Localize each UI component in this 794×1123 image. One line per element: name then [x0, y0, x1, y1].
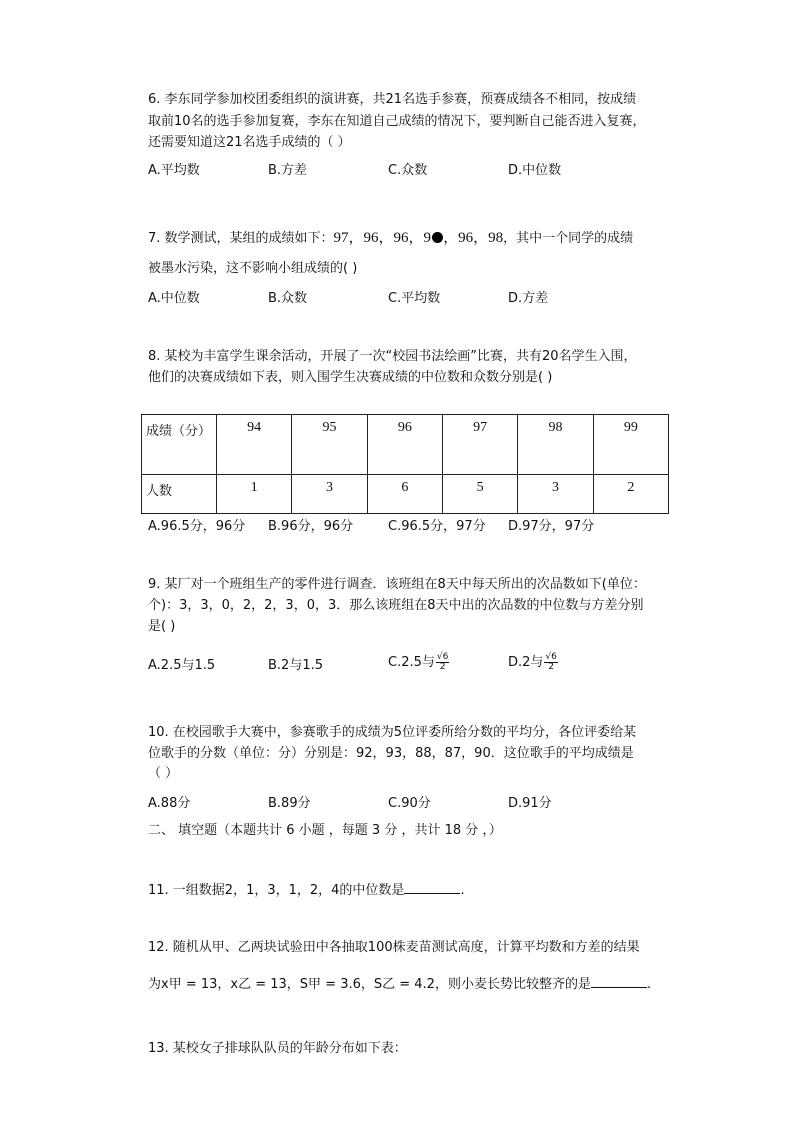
table-cell: 5 [442, 475, 517, 514]
table-cell: 95 [292, 415, 367, 475]
q7-prefix: 7. 数学测试，某组的成绩如下： [148, 231, 334, 246]
q9-option-b[interactable]: B.2与1.5 [268, 658, 323, 673]
score-table [141, 414, 669, 514]
q8-option-b[interactable]: B.96分，96分 [268, 519, 354, 534]
q7-option-b[interactable]: B.众数 [268, 291, 308, 306]
sqrt-icon: √ [436, 652, 443, 662]
table-cell: 3 [292, 475, 367, 514]
table-row-counts [142, 475, 669, 514]
q7-scores-tail: ，96，98 [443, 230, 504, 246]
q10-line-1: 10. 在校园歌手大赛中，参赛歌手的成绩为5位评委所给分数的平均分，各位评委给某 [148, 725, 637, 740]
q7-line-2: 被墨水污染，这不影响小组成绩的( ) [148, 261, 358, 276]
q7-suffix: ，其中一个同学的成绩 [503, 231, 634, 246]
table-cell: 6 [367, 475, 442, 514]
q10-option-a[interactable]: A.88分 [148, 796, 191, 811]
q7-option-a[interactable]: A.中位数 [148, 291, 200, 306]
q8-line-1: 8. 某校为丰富学生课余活动，开展了一次“校园书法绘画”比赛，共有20名学生入围， [148, 349, 637, 364]
q11-text: 11. 一组数据2，1，3，1，2，4的中位数是 [148, 883, 405, 898]
q12-text: ，则小麦长势比较整齐的是 [434, 977, 591, 992]
table-cell: 97 [442, 415, 517, 475]
q10-option-c[interactable]: C.90分 [388, 796, 431, 811]
frac-denominator: 2 [439, 662, 446, 672]
frac-denominator: 2 [548, 662, 555, 672]
q7-scores: 97，96，96，9 [333, 230, 432, 246]
table-cell: 96 [367, 415, 442, 475]
q7-line-1 [148, 229, 633, 248]
q9-line-1: 9. 某厂对一个班组生产的零件进行调查．该班组在8天中每天所出的次品数如下(单位： [148, 577, 646, 592]
q6-line-3: 还需要知道这21名选手成绩的（ ） [148, 135, 351, 150]
q10-line-2: 位歌手的分数（单位：分）分别是：92，93，88，87，90．这位歌手的平均成绩是 [148, 746, 634, 761]
q9-line-3: 是( ) [148, 619, 176, 634]
q9-option-c-label: C.2.5与 [388, 655, 435, 670]
q6-option-c[interactable]: C.众数 [388, 163, 428, 178]
q8-option-d[interactable]: D.97分，97分 [508, 519, 595, 534]
answer-blank[interactable] [404, 881, 460, 894]
sqrt-icon: √ [545, 652, 552, 662]
sqrt-fraction [544, 653, 557, 672]
q10-option-d[interactable]: D.91分 [508, 796, 552, 811]
q11-line [148, 881, 465, 900]
q12-formula: 为x甲 = 13，x乙 = 13，S甲 = 3.6，S乙 = 4.2 [148, 977, 435, 992]
sqrt-fraction [436, 653, 449, 672]
q7-option-c[interactable]: C.平均数 [388, 291, 441, 306]
q6-option-b[interactable]: B.方差 [268, 163, 308, 178]
q8-option-c[interactable]: C.96.5分，97分 [388, 519, 486, 534]
table-cell: 99 [593, 415, 668, 475]
ink-blot-icon [432, 232, 443, 243]
q9-option-d[interactable] [508, 653, 558, 672]
q9-option-a[interactable]: A.2.5与1.5 [148, 658, 216, 673]
table-cell: 2 [593, 475, 668, 514]
q7-option-d[interactable]: D.方差 [508, 291, 549, 306]
table-cell: 98 [518, 415, 593, 475]
q6-option-a[interactable]: A.平均数 [148, 163, 200, 178]
q13-line: 13. 某校女子排球队队员的年龄分布如下表： [148, 1041, 407, 1056]
q8-line-2: 他们的决赛成绩如下表，则入围学生决赛成绩的中位数和众数分别是( ) [148, 370, 553, 385]
q9-line-2: 个)：3，3，0，2，2，3，0，3．那么该班组在8天中出的次品数的中位数与方差分别 [148, 598, 644, 613]
table-cell: 3 [518, 475, 593, 514]
table-cell: 1 [217, 475, 292, 514]
q6-line-2: 取前10名的选手参加复赛，李东在知道自己成绩的情况下，要判断自己能否进入复赛， [148, 114, 646, 129]
frac-numerator: 6 [442, 652, 449, 662]
q12-line-1: 12. 随机从甲、乙两块试验田中各抽取100株麦苗测试高度，计算平均数和方差的结果 [148, 940, 640, 955]
q8-option-a[interactable]: A.96.5分，96分 [148, 519, 246, 534]
frac-numerator: 6 [551, 652, 557, 662]
table-header-count: 人数 [142, 475, 217, 514]
q10-option-b[interactable]: B.89分 [268, 796, 311, 811]
q11-end: . [460, 883, 465, 898]
q12-end: . [646, 977, 652, 992]
q6-option-d[interactable]: D.中位数 [508, 163, 562, 178]
table-row-scores [142, 415, 669, 475]
q10-line-3: （ ） [148, 766, 179, 781]
q9-option-c[interactable] [388, 653, 449, 672]
table-header-score: 成绩（分） [142, 415, 217, 475]
section-2-heading: 二、 填空题（本题共计 6 小题 ，每题 3 分 ，共计 18 分 ，） [148, 823, 502, 838]
table-cell: 94 [217, 415, 292, 475]
answer-blank[interactable] [591, 975, 647, 988]
q9-option-d-label: D.2与 [508, 655, 544, 670]
q12-line-2 [148, 975, 651, 994]
q6-line-1: 6. 李东同学参加校团委组织的演讲赛，共21名选手参赛，预赛成绩各不相同，按成绩 [148, 92, 637, 107]
